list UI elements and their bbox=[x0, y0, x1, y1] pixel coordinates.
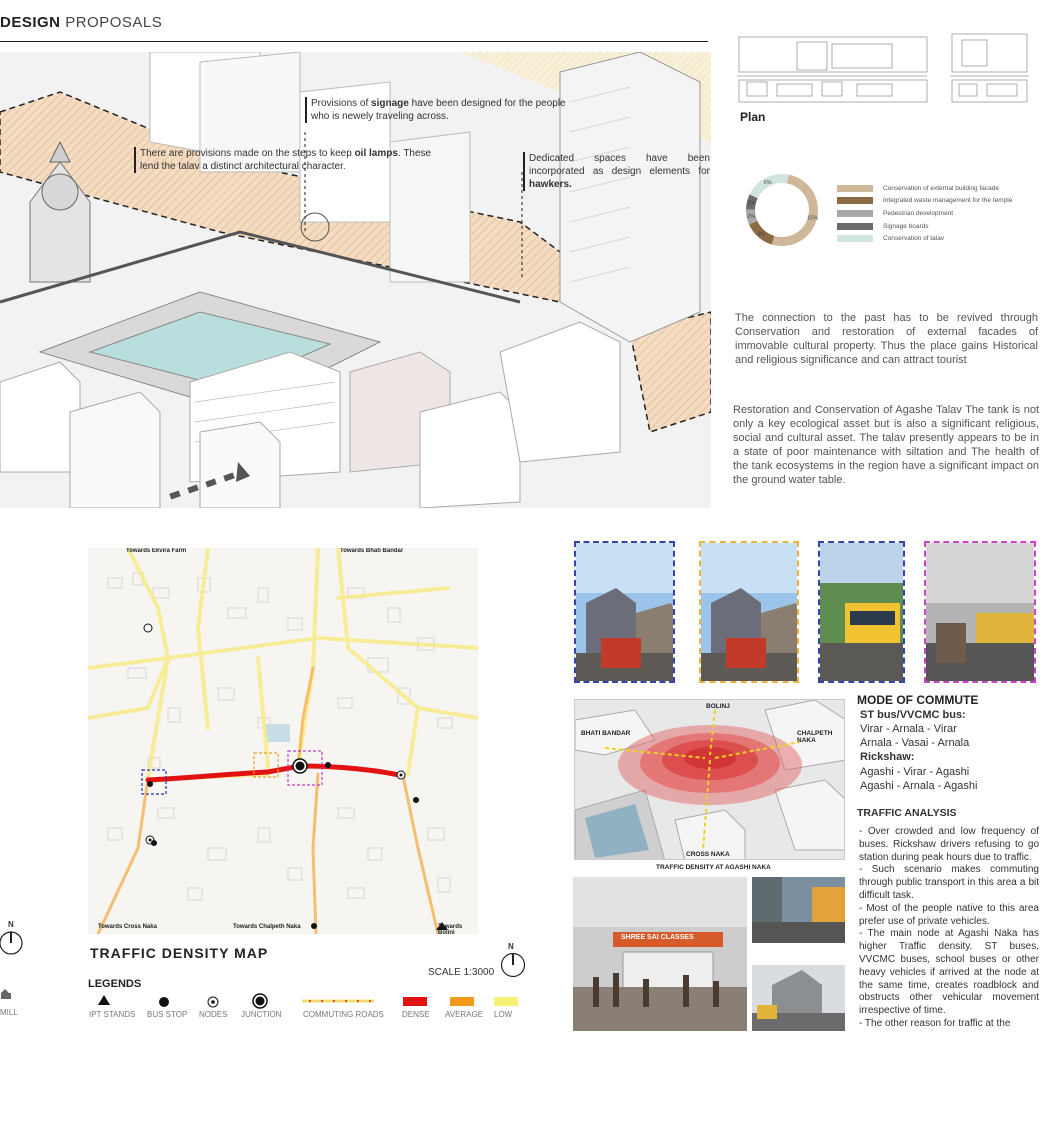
node-diagram-caption: TRAFFIC DENSITY AT AGASHI NAKA bbox=[656, 864, 771, 871]
donut-swatch bbox=[837, 210, 873, 217]
analysis-point: - The main node at Agashi Naka has higher Traffic density. ST buses, VVCMC buses, school buses or other heavy vehicles if arrived at the node at the same time, creates roadblock and obstructs other vehicular movement irrespective of time. bbox=[859, 928, 1039, 1017]
plan-label: Plan bbox=[740, 110, 766, 124]
donut-slice bbox=[772, 175, 818, 246]
analysis-point: - Most of the people native to this area prefer use of private vehicles. bbox=[859, 902, 1039, 927]
node-label-bolinj: BOLINJ bbox=[706, 703, 730, 710]
map-scale: SCALE 1:3000 bbox=[428, 967, 495, 978]
donut-chart bbox=[735, 160, 830, 260]
donut-legend bbox=[837, 182, 1037, 245]
callout-signage bbox=[305, 97, 570, 123]
map-label-cross: Towards Cross Naka bbox=[98, 924, 157, 930]
callout-oil-lamps-bold: oil lamps bbox=[354, 148, 398, 159]
rickshaw-route-2: Agashi - Arnala - Agashi bbox=[860, 780, 978, 792]
legend-average: AVERAGE bbox=[445, 1010, 484, 1019]
traffic-analysis-list bbox=[859, 826, 1039, 1031]
node-label-cross: CROSS NAKA bbox=[686, 851, 730, 858]
node-label-bhati: BHATI BANDAR bbox=[581, 730, 631, 737]
node-label-chalpeth: CHALPETH NAKA bbox=[797, 730, 833, 744]
donut-legend-row bbox=[837, 220, 1037, 233]
dot-icon bbox=[159, 997, 169, 1007]
photo-shop-front bbox=[573, 877, 747, 1031]
map-label-bolinj: Towards Bolinj bbox=[438, 924, 463, 934]
donut-slice-label: 2% bbox=[747, 200, 756, 207]
callout-oil-lamps-post: . These lend the talav a distinct architectural character. bbox=[140, 148, 432, 172]
legend-nodes: NODES bbox=[199, 1010, 228, 1019]
title-rule bbox=[0, 41, 708, 42]
title-light: PROPOSALS bbox=[65, 14, 163, 31]
photo-street-3 bbox=[818, 541, 905, 683]
legend-junction: JUNCTION bbox=[241, 1010, 282, 1019]
donut-swatch bbox=[837, 235, 873, 242]
analysis-point: - Such scenario makes commuting through public transport in this area a bit difficult task. bbox=[859, 864, 1039, 901]
map-title: TRAFFIC DENSITY MAP bbox=[90, 945, 269, 961]
axonometric-view bbox=[0, 52, 711, 508]
donut-swatch bbox=[837, 197, 873, 204]
callout-hawkers bbox=[523, 152, 710, 191]
traffic-density-map bbox=[88, 548, 478, 934]
donut-legend-label: Conservation of external building facade bbox=[883, 184, 999, 192]
photo-street-market bbox=[752, 877, 845, 943]
plan-thumbnails bbox=[737, 32, 1042, 107]
north-label: N bbox=[508, 942, 514, 951]
donut-slice-label: 2% bbox=[747, 214, 756, 221]
photo-street-2 bbox=[699, 541, 799, 683]
donut-legend-row bbox=[837, 207, 1037, 220]
donut-legend-label: Signage boards bbox=[883, 222, 929, 230]
map-drawing bbox=[88, 548, 478, 934]
donut-legend-row bbox=[837, 232, 1037, 245]
analysis-point: - The other reason for traffic at the bbox=[859, 1017, 1011, 1029]
legends-title: LEGENDS bbox=[88, 978, 142, 990]
map-label-chalpeth: Towards Chalpeth Naka bbox=[233, 924, 301, 930]
callout-signage-bold: signage bbox=[371, 98, 409, 109]
map-label-ekvira: Towards Ekvira Farm bbox=[126, 548, 187, 554]
st-bus-route-2: Arnala - Vasai - Arnala bbox=[860, 737, 970, 749]
donut-swatch bbox=[837, 223, 873, 230]
map-label-bhati: Towards Bhati Bandar bbox=[340, 548, 404, 554]
left-mill-label: MILL bbox=[0, 1008, 18, 1017]
donut-slice-label: 15% bbox=[807, 215, 819, 222]
left-north-arrow-icon bbox=[0, 930, 24, 956]
paragraph-talav: Restoration and Conservation of Agashe Talav The tank is not only a key ecological asset but is also a significant religious, social and cultural asset. The talav presently appears to be in a state of poor maintenance with siltation and The health of the tank ecosystems in the region have a significant impact on the ground water table. bbox=[733, 404, 1039, 486]
donut-slice bbox=[750, 174, 789, 198]
rickshaw-route-1: Agashi - Virar - Agashi bbox=[860, 766, 970, 778]
callout-hawkers-pre: Dedicated spaces have been incorporated as design elements for bbox=[529, 153, 710, 177]
callout-hawkers-bold: hawkers. bbox=[529, 179, 572, 190]
mode-of-commute-heading: MODE OF COMMUTE bbox=[857, 693, 979, 707]
donut-legend-row bbox=[837, 195, 1037, 208]
callout-signage-pre: Provisions of bbox=[311, 98, 372, 109]
photo-street-1 bbox=[574, 541, 675, 683]
legend-commuting-roads: COMMUTING ROADS bbox=[303, 1010, 384, 1019]
mill-icon bbox=[0, 988, 14, 1000]
donut-legend-row bbox=[837, 182, 1037, 195]
legend-ipt-stands: IPT STANDS bbox=[89, 1010, 136, 1019]
donut-slice-label: 4% bbox=[757, 231, 766, 238]
donut-slice-label: 6% bbox=[763, 179, 772, 186]
callout-oil-lamps bbox=[134, 147, 439, 173]
donut-legend-label: Pedestrian development bbox=[883, 209, 954, 217]
photo-street-4 bbox=[924, 541, 1036, 683]
callout-signage-post: have been designed for the people who is newely traveling across. bbox=[311, 98, 566, 122]
page-title bbox=[0, 14, 162, 31]
shop-sign-text: SHREE SAI CLASSES bbox=[621, 934, 694, 941]
analysis-point: - Over crowded and low frequency of buses. Rickshaw drivers refusing to go station during peak hours due to traffic. bbox=[859, 826, 1039, 863]
left-north-label: N bbox=[8, 920, 14, 929]
traffic-analysis-heading: TRAFFIC ANALYSIS bbox=[857, 807, 957, 819]
photo-street-junction bbox=[752, 965, 845, 1031]
agashi-naka-node-diagram bbox=[574, 699, 845, 860]
legend-icons bbox=[88, 993, 528, 1009]
rickshaw-heading: Rickshaw: bbox=[860, 751, 915, 763]
st-bus-heading: ST bus/VVCMC bus: bbox=[860, 709, 966, 721]
callout-oil-lamps-pre: There are provisions made on the steps to keep bbox=[140, 148, 355, 159]
st-bus-route-1: Virar - Arnala - Virar bbox=[860, 723, 957, 735]
donut-legend-label: Integrated waste management for the temple bbox=[883, 197, 1013, 205]
legend-low: LOW bbox=[494, 1010, 513, 1019]
title-bold: DESIGN bbox=[0, 14, 61, 31]
paragraph-conservation: The connection to the past has to be revived through Conservation and restoration of external facades of immovable cultural property. Thus the place gains Historical and religious significance and can attract tourist bbox=[735, 312, 1038, 366]
legend-dense: DENSE bbox=[402, 1010, 430, 1019]
legend-bus-stop: BUS STOP bbox=[147, 1010, 188, 1019]
north-arrow-icon bbox=[500, 952, 526, 978]
donut-swatch bbox=[837, 185, 873, 192]
triangle-icon bbox=[98, 995, 110, 1005]
donut-legend-label: Conservation of talav bbox=[883, 235, 945, 243]
